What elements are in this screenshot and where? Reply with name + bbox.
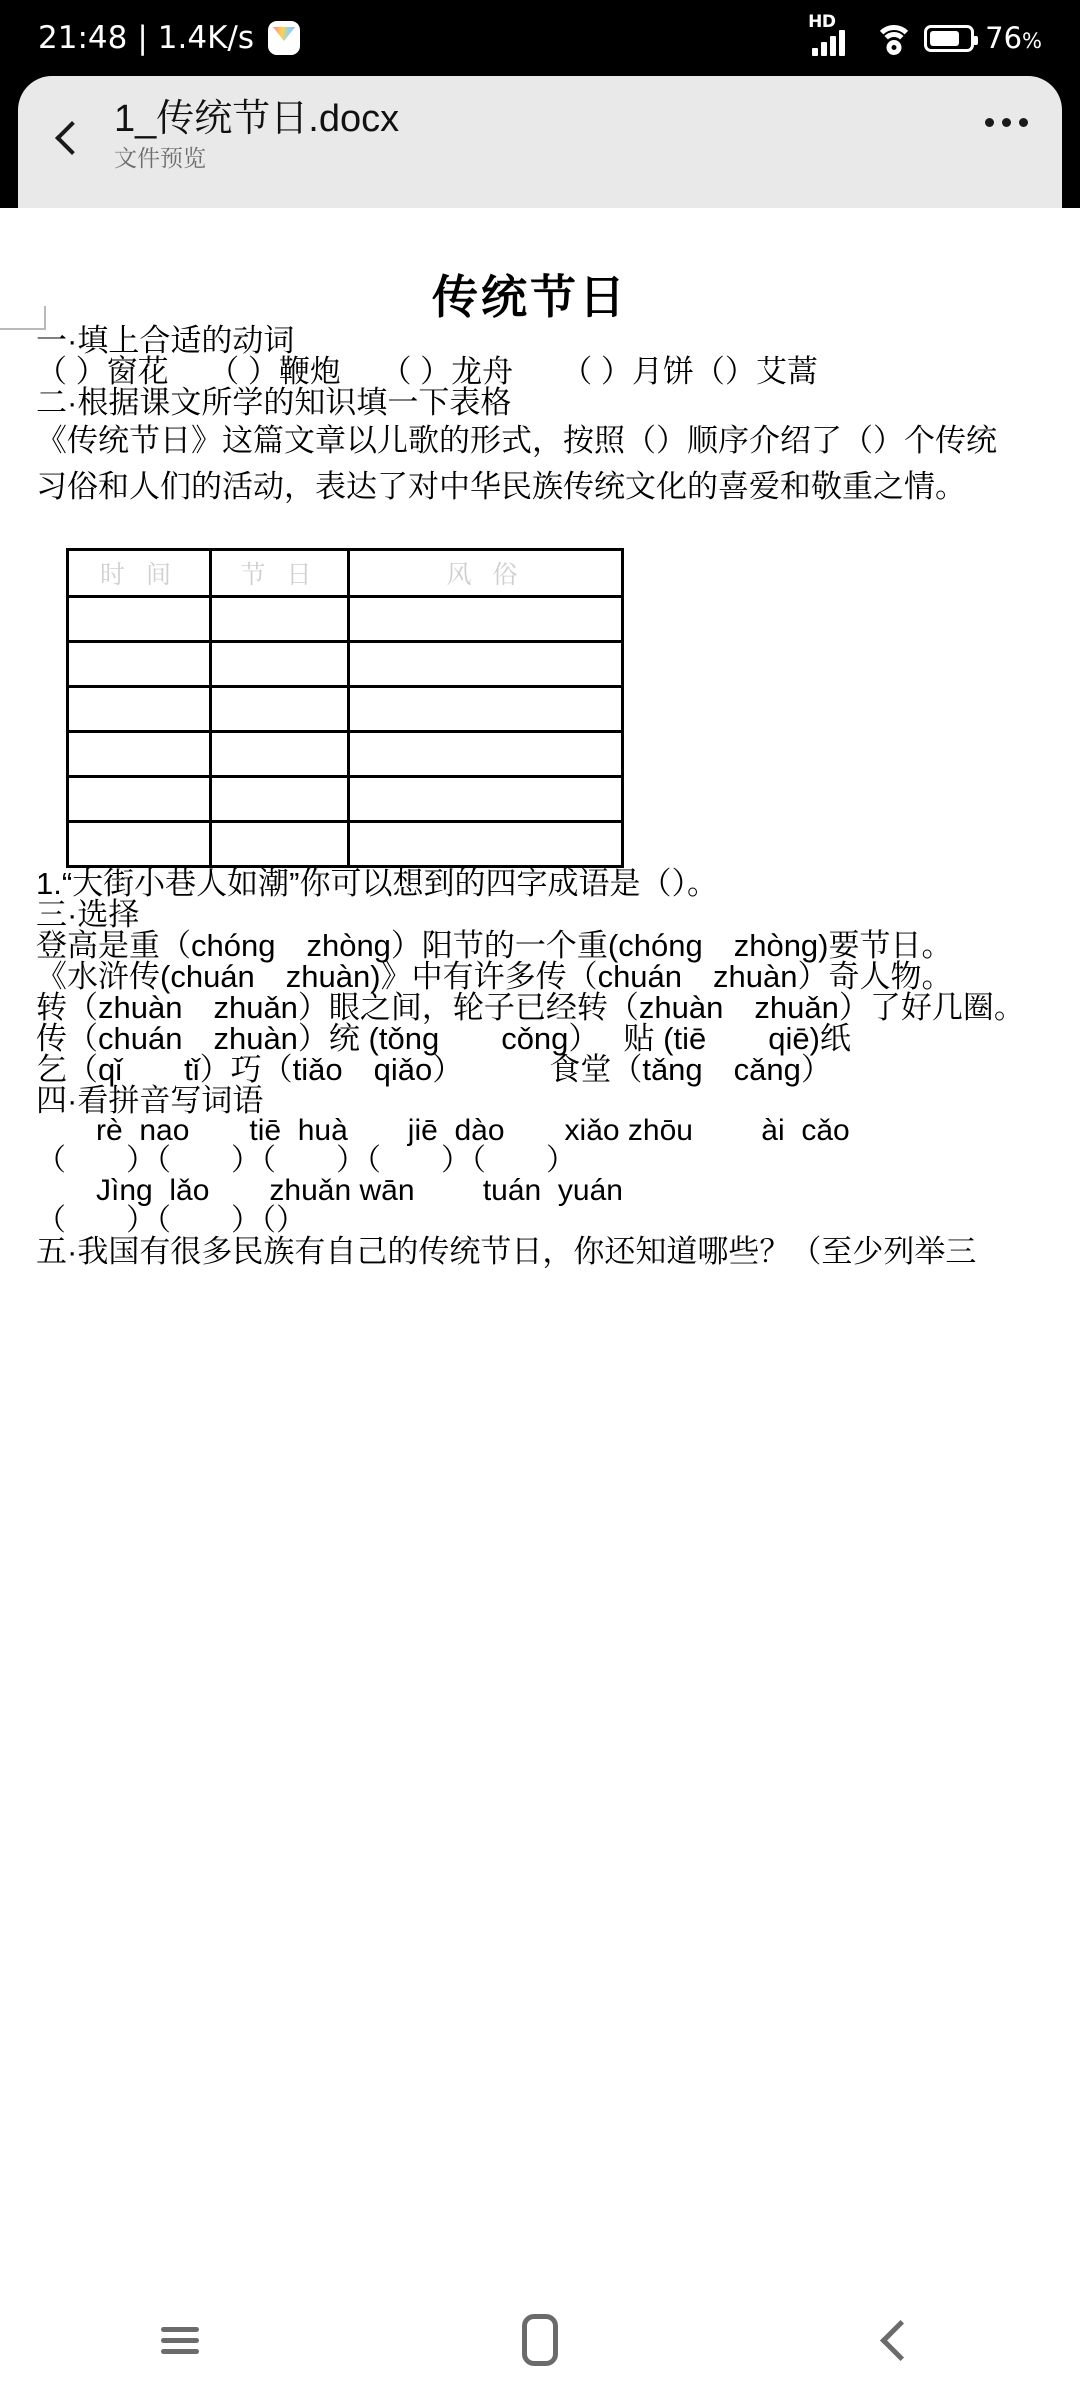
section-two-paragraph-line1: 《传统节日》这篇文章以儿歌的形式，按照（）顺序介绍了（）个传统 bbox=[36, 423, 997, 459]
document-title: 传统节日 bbox=[432, 271, 628, 323]
section-three-item-4: 传（chuán zhuàn）统 (tǒng cǒng） 贴 (tiē qiē)纸 bbox=[36, 1020, 851, 1056]
section-three-item-3: 转（zhuàn zhuǎn）眼之间，轮子已经转（zhuàn zhuǎn）了好几圈。 bbox=[36, 989, 1025, 1025]
table-row bbox=[68, 596, 623, 641]
wifi-icon bbox=[875, 23, 913, 53]
status-separator: | bbox=[137, 20, 148, 56]
table-row bbox=[68, 776, 623, 821]
section-five-heading: 五·我国有很多民族有自己的传统节日，你还知道哪些？（至少列举三 bbox=[36, 1233, 977, 1269]
section-two-paragraph-line2: 习俗和人们的活动，表达了对中华民族传统文化的喜爱和敬重之情。 bbox=[36, 469, 966, 505]
battery-percent-symbol: % bbox=[1022, 29, 1042, 53]
document-page bbox=[0, 270, 1080, 1267]
page-subtitle: 文件预览 bbox=[114, 144, 206, 171]
status-clock: 21:48 bbox=[38, 20, 128, 56]
more-options-icon-dot2 bbox=[1002, 118, 1011, 127]
page-title: 1_传统节日.docx bbox=[114, 98, 400, 140]
section-three-item-1: 登高是重（chóng zhòng）阳节的一个重(chóng zhòng)要节日。 bbox=[36, 927, 953, 963]
document-body bbox=[0, 325, 1080, 1267]
recent-apps-icon bbox=[161, 2321, 199, 2360]
back-button[interactable] bbox=[44, 102, 100, 174]
section-three-item-2: 《水浒传(chuán zhuàn)》中有许多传（chuán zhuàn）奇人物。 bbox=[36, 958, 953, 994]
battery-icon bbox=[924, 25, 974, 52]
section-four-answer-row-1: （ ）（ ）（ ）（ ）（ ） bbox=[36, 1143, 576, 1177]
battery-percent-value: 76 bbox=[985, 21, 1023, 55]
section-four-pinyin-row-1: rè nao tiē huà jiē dào xiǎo zhōu ài cǎo bbox=[96, 1113, 850, 1147]
section-three-heading: 三·选择 bbox=[36, 896, 140, 932]
section-one-heading: 一·填上合适的动词 bbox=[36, 323, 295, 359]
signal-bars-icon bbox=[808, 12, 864, 56]
section-one-blanks: （ ）窗花 （ ）鞭炮 （ ）龙舟 （ ）月饼（）艾蒿 bbox=[36, 354, 818, 390]
table-header-festival: 节 日 bbox=[211, 549, 349, 596]
section-four-pinyin-row-2: Jìng lǎo zhuǎn wān tuán yuán bbox=[96, 1173, 623, 1207]
header-title-column bbox=[100, 92, 958, 170]
app-notification-icon bbox=[268, 21, 300, 55]
more-options-button[interactable] bbox=[958, 118, 1028, 127]
more-options-icon bbox=[985, 118, 994, 127]
nav-back-icon bbox=[879, 2319, 920, 2360]
section-four-heading: 四·看拼音写词语 bbox=[36, 1082, 264, 1118]
nav-back-button[interactable] bbox=[810, 2280, 990, 2400]
table-row bbox=[68, 821, 623, 866]
chevron-left-icon bbox=[55, 121, 89, 155]
festival-table bbox=[66, 548, 624, 868]
document-preview[interactable] bbox=[0, 208, 1080, 2280]
status-network-speed: 1.4K/s bbox=[157, 20, 255, 56]
system-navigation-bar bbox=[0, 2280, 1080, 2400]
home-button[interactable] bbox=[450, 2280, 630, 2400]
status-bar bbox=[0, 0, 1080, 76]
table-row bbox=[68, 731, 623, 776]
section-three-item-5: 乞（qǐ tǐ）巧（tiǎo qiǎo） 食堂（tǎng cǎng） bbox=[36, 1051, 832, 1087]
battery-percent bbox=[985, 21, 1042, 55]
app-header bbox=[18, 76, 1062, 208]
section-two-question-1: 1.“大街小巷人如潮”你可以想到的四字成语是（）。 bbox=[36, 865, 718, 901]
hd-label: HD bbox=[808, 12, 836, 32]
table-header-row bbox=[68, 549, 623, 596]
home-icon bbox=[522, 2314, 558, 2366]
table-row bbox=[68, 641, 623, 686]
status-bar-right bbox=[808, 12, 1042, 56]
table-header-custom: 风 俗 bbox=[349, 549, 623, 596]
recent-apps-button[interactable] bbox=[90, 2280, 270, 2400]
signal-bars-glyph bbox=[812, 30, 845, 56]
section-four-answer-row-2: （ ）（ ）（） bbox=[36, 1203, 306, 1237]
table-row bbox=[68, 686, 623, 731]
more-options-icon-dot3 bbox=[1019, 118, 1028, 127]
section-two-heading: 二·根据课文所学的知识填一下表格 bbox=[36, 385, 512, 421]
page-margin-corner-mark bbox=[0, 306, 46, 330]
table-header-time: 时 间 bbox=[68, 549, 211, 596]
status-bar-left bbox=[38, 20, 300, 56]
